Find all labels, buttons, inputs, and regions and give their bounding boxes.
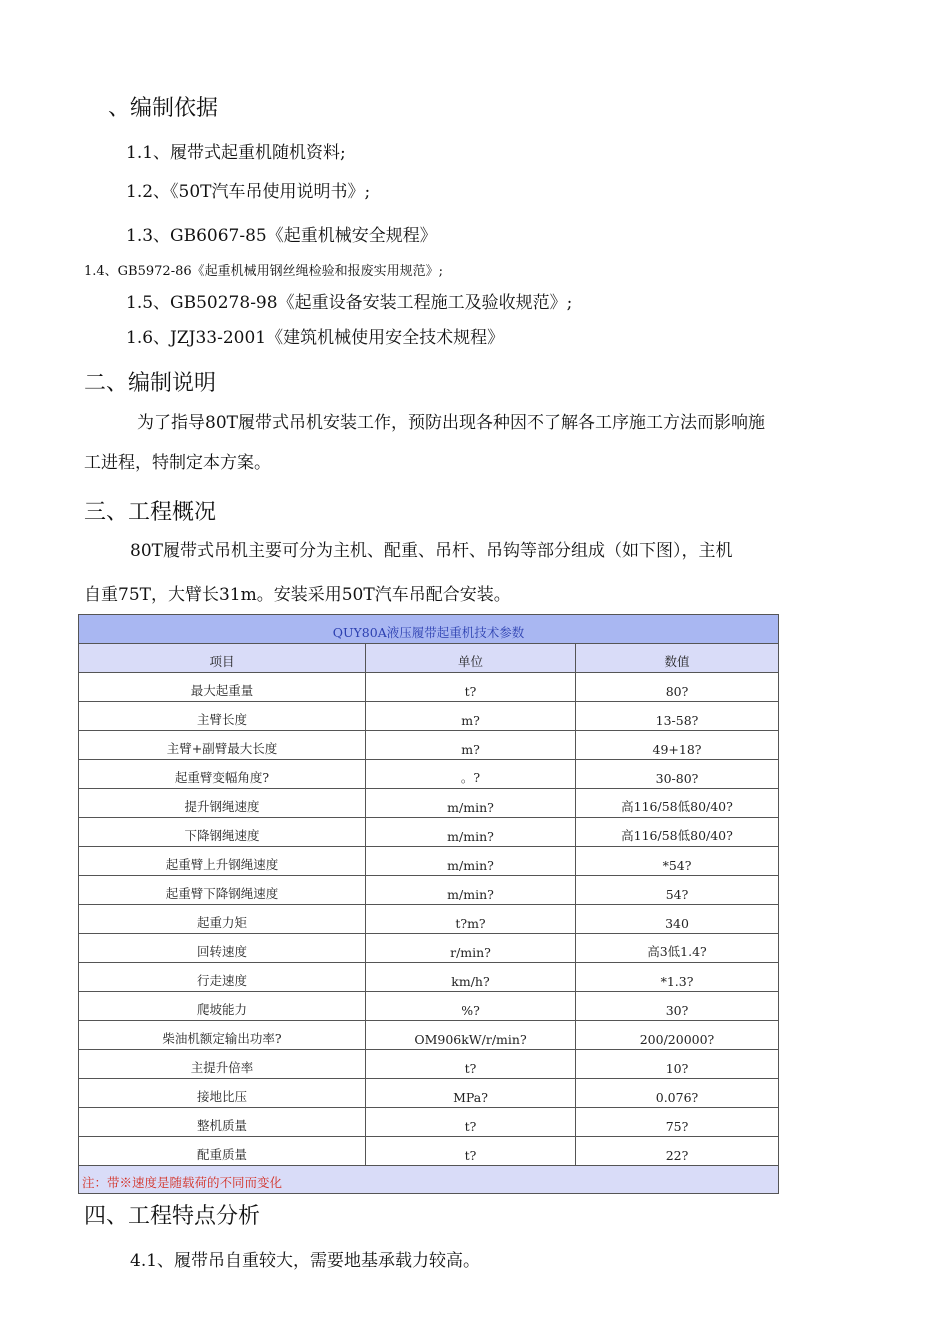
cell-value: 54? xyxy=(576,876,779,905)
basis-item-4: 1.4、GB5972-86《起重机械用钢丝绳检验和报废实用规范》; xyxy=(84,264,444,279)
cell-item: 柴油机额定输出功率? xyxy=(79,1021,366,1050)
cell-item: 起重臂变幅角度? xyxy=(79,760,366,789)
cell-value: 30-80? xyxy=(576,760,779,789)
cell-item: 提升钢绳速度 xyxy=(79,789,366,818)
table-title: QUY80A液压履带起重机技术参数 xyxy=(79,615,779,644)
cell-item: 主臂+副臂最大长度 xyxy=(79,731,366,760)
cell-item: 起重臂上升钢绳速度 xyxy=(79,847,366,876)
table-row xyxy=(79,1050,779,1079)
section-2-body-line-1: 为了指导80T履带式吊机安装工作，预防出现各种因不了解各工序施工方法而影响施 xyxy=(137,413,765,433)
cell-value: *54? xyxy=(576,847,779,876)
cell-unit: m/min? xyxy=(366,847,576,876)
section-3-body-line-2: 自重75T，大臂长31m。安装采用50T汽车吊配合安装。 xyxy=(84,585,511,605)
cell-value: 49+18? xyxy=(576,731,779,760)
cell-unit: r/min? xyxy=(366,934,576,963)
header-unit: 单位 xyxy=(366,644,576,673)
table-row xyxy=(79,847,779,876)
basis-item-5: 1.5、GB50278-98《起重设备安装工程施工及验收规范》; xyxy=(126,293,573,313)
table-row xyxy=(79,963,779,992)
cell-unit: t?m? xyxy=(366,905,576,934)
table-row xyxy=(79,818,779,847)
cell-item: 最大起重量 xyxy=(79,673,366,702)
section-3-body-line-1: 80T履带式吊机主要可分为主机、配重、吊杆、吊钩等部分组成（如下图），主机 xyxy=(130,541,733,561)
basis-item-2: 1.2、《50T汽车吊使用说明书》; xyxy=(126,182,371,202)
cell-value: 高116/58低80/40? xyxy=(576,818,779,847)
cell-unit: m/min? xyxy=(366,876,576,905)
cell-item: 主提升倍率 xyxy=(79,1050,366,1079)
cell-value: 10? xyxy=(576,1050,779,1079)
basis-item-3: 1.3、GB6067-85《起重机械安全规程》 xyxy=(126,226,437,246)
table-row xyxy=(79,905,779,934)
header-item: 项目 xyxy=(79,644,366,673)
section-3-title: 三、工程概况 xyxy=(84,500,217,525)
cell-item: 配重质量 xyxy=(79,1137,366,1166)
cell-value: 22? xyxy=(576,1137,779,1166)
cell-item: 整机质量 xyxy=(79,1108,366,1137)
cell-value: 高3低1.4? xyxy=(576,934,779,963)
feature-item-1: 4.1、履带吊自重较大，需要地基承载力较高。 xyxy=(130,1251,481,1271)
cell-unit: m/min? xyxy=(366,789,576,818)
spec-table xyxy=(78,614,779,1194)
cell-unit: t? xyxy=(366,673,576,702)
cell-item: 行走速度 xyxy=(79,963,366,992)
table-row xyxy=(79,1021,779,1050)
cell-value: 80? xyxy=(576,673,779,702)
cell-value: 13-58? xyxy=(576,702,779,731)
cell-unit: MPa? xyxy=(366,1079,576,1108)
basis-item-6: 1.6、JZJ33-2001《建筑机械使用安全技术规程》 xyxy=(126,328,505,348)
table-row xyxy=(79,731,779,760)
table-row xyxy=(79,992,779,1021)
section-1-title: 、编制依据 xyxy=(108,96,219,121)
cell-item: 回转速度 xyxy=(79,934,366,963)
cell-unit: m/min? xyxy=(366,818,576,847)
cell-unit: %? xyxy=(366,992,576,1021)
cell-item: 起重臂下降钢绳速度 xyxy=(79,876,366,905)
section-4-title: 四、工程特点分析 xyxy=(84,1204,261,1229)
cell-value: 30? xyxy=(576,992,779,1021)
cell-item: 下降钢绳速度 xyxy=(79,818,366,847)
cell-unit: t? xyxy=(366,1137,576,1166)
section-2-title: 二、编制说明 xyxy=(84,371,217,396)
cell-unit: m? xyxy=(366,702,576,731)
table-row xyxy=(79,1137,779,1166)
cell-item: 主臂长度 xyxy=(79,702,366,731)
table-row xyxy=(79,702,779,731)
table-row xyxy=(79,1108,779,1137)
cell-unit: t? xyxy=(366,1108,576,1137)
cell-item: 接地比压 xyxy=(79,1079,366,1108)
cell-item: 爬坡能力 xyxy=(79,992,366,1021)
table-note-row xyxy=(79,1166,779,1194)
cell-value: 75? xyxy=(576,1108,779,1137)
cell-unit: m? xyxy=(366,731,576,760)
cell-value: 高116/58低80/40? xyxy=(576,789,779,818)
section-2-body-line-2: 工进程，特制定本方案。 xyxy=(84,453,271,473)
basis-item-1: 1.1、履带式起重机随机资料; xyxy=(126,143,346,163)
cell-value: *1.3? xyxy=(576,963,779,992)
table-row xyxy=(79,876,779,905)
cell-unit: t? xyxy=(366,1050,576,1079)
table-note: 注：带※速度是随载荷的不同而变化 xyxy=(79,1166,779,1194)
cell-item: 起重力矩 xyxy=(79,905,366,934)
table-title-row xyxy=(79,615,779,644)
cell-value: 340 xyxy=(576,905,779,934)
cell-unit: km/h? xyxy=(366,963,576,992)
table-row xyxy=(79,789,779,818)
cell-unit: OM906kW/r/min? xyxy=(366,1021,576,1050)
cell-value: 200/20000? xyxy=(576,1021,779,1050)
cell-unit: 。? xyxy=(366,760,576,789)
cell-value: 0.076? xyxy=(576,1079,779,1108)
table-row xyxy=(79,934,779,963)
table-row xyxy=(79,1079,779,1108)
table-row xyxy=(79,673,779,702)
header-value: 数值 xyxy=(576,644,779,673)
table-row xyxy=(79,760,779,789)
table-header-row xyxy=(79,644,779,673)
